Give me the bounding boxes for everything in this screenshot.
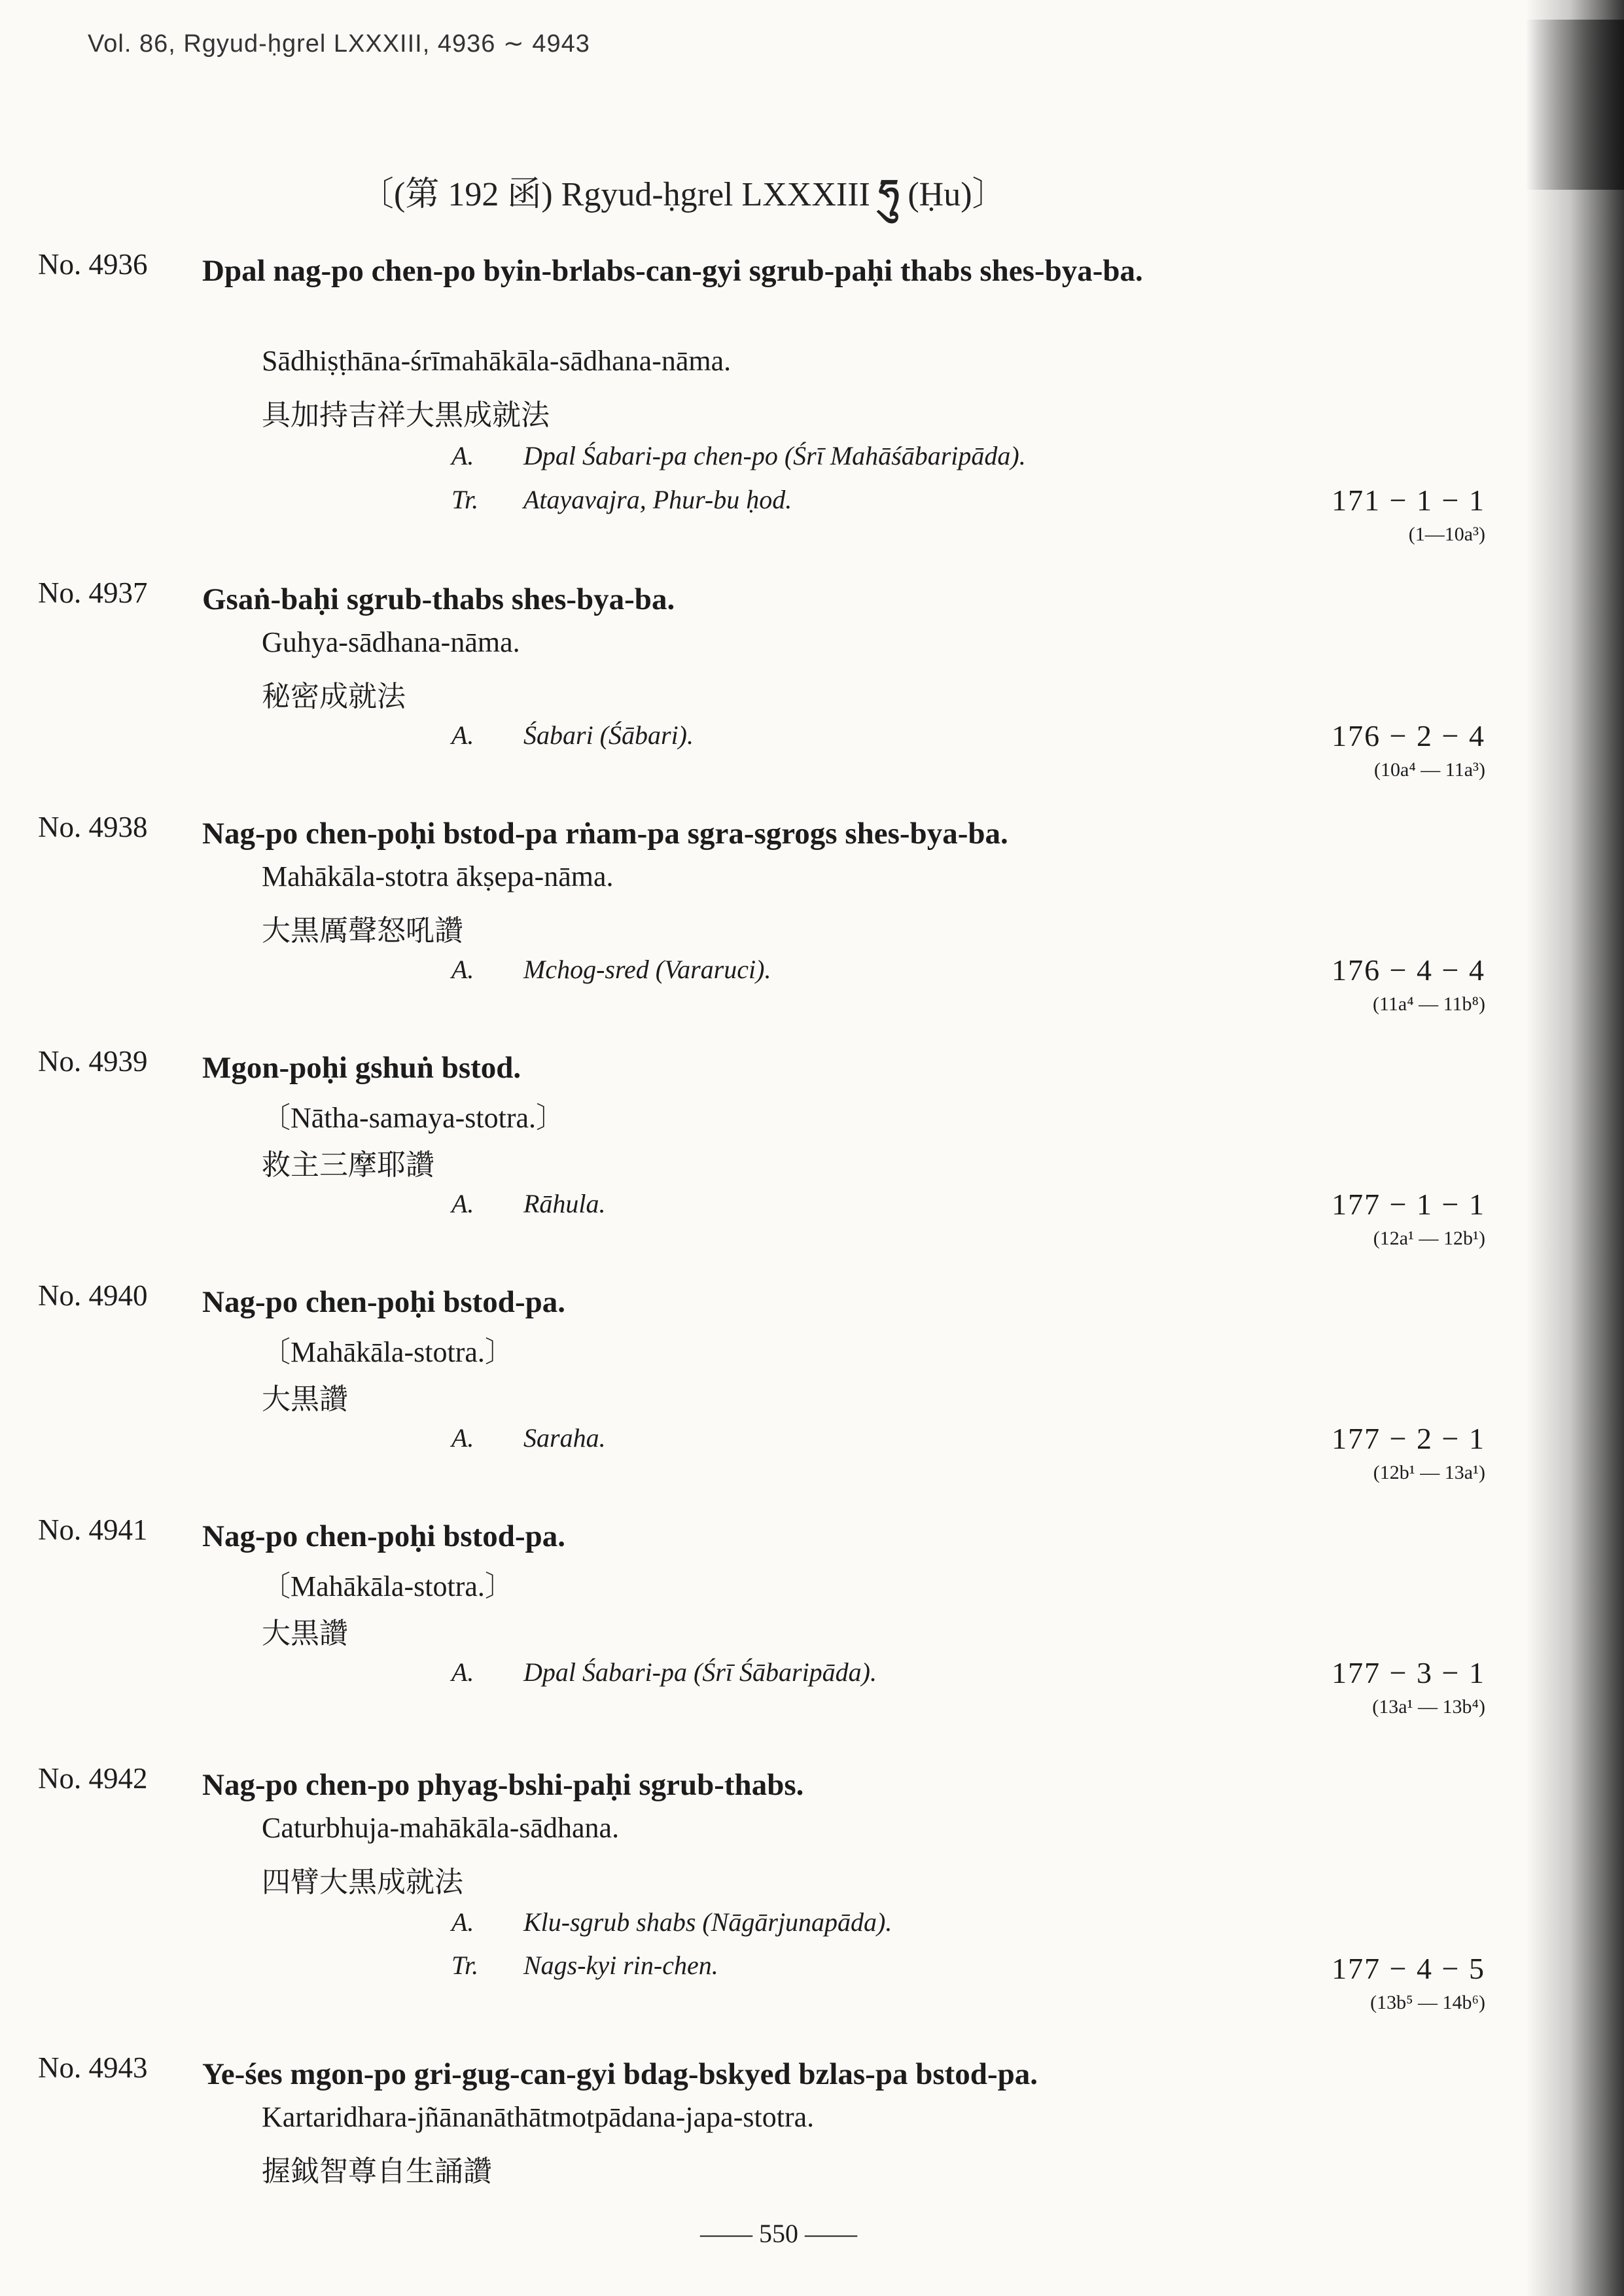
author-name: Klu-sgrub shabs (Nāgārjunapāda). <box>523 1907 892 1937</box>
entry-chinese-title: 秘密成就法 <box>262 680 406 713</box>
translator-label: Tr. <box>451 1951 479 1980</box>
author-name: Mchog-sred (Vararuci). <box>523 955 771 984</box>
entry-chinese-title: 握鉞智尊自生誦讚 <box>262 2155 492 2188</box>
entry-sanskrit-title: 〔Mahākāla-stotra.〕 <box>262 1336 514 1368</box>
entry-chinese-title: 大黒讚 <box>262 1383 348 1416</box>
page-reference: 171 − 1 − 1 <box>1332 484 1485 517</box>
entry-title: Gsaṅ-baḥi sgrub-thabs shes-bya-ba. <box>202 582 675 616</box>
section-heading-glyph: ཧུ <box>878 173 900 214</box>
entry-number: No. 4943 <box>38 2051 148 2084</box>
page-number: —— 550 —— <box>700 2219 857 2248</box>
entry-title: Nag-po chen-poḥi bstod-pa rṅam-pa sgra-sgrogs shes-bya-ba. <box>202 817 1008 851</box>
folio-range: (11a⁴ — 11b⁸) <box>1373 993 1485 1015</box>
entry-title: Dpal nag-po chen-po byin-brlabs-can-gyi sgrub-paḥi thabs shes-bya-ba. <box>202 254 1143 288</box>
entry-title: Mgon-poḥi gshuṅ bstod. <box>202 1051 521 1085</box>
page-reference: 177 − 2 − 1 <box>1332 1422 1485 1455</box>
page-reference: 176 − 2 − 4 <box>1332 719 1485 752</box>
section-heading <box>360 152 1006 255</box>
entry-number: No. 4940 <box>38 1279 148 1312</box>
entry-number: No. 4938 <box>38 811 148 843</box>
running-head: Vol. 86, Rgyud-ḥgrel LXXXIII, 4936 ∼ 4943 <box>88 30 590 58</box>
entry-chinese-title: 大黒厲聲怒吼讚 <box>262 914 463 947</box>
entry-chinese-title: 救主三摩耶讚 <box>262 1148 434 1182</box>
entry-number: No. 4942 <box>38 1762 148 1795</box>
page-reference: 177 − 1 − 1 <box>1332 1188 1485 1221</box>
entry-title: Nag-po chen-poḥi bstod-pa. <box>202 1519 565 1553</box>
author-name: Dpal Śabari-pa (Śrī Śābaripāda). <box>523 1657 877 1687</box>
page-reference: 177 − 3 − 1 <box>1332 1656 1485 1689</box>
author-label: A. <box>451 441 474 470</box>
entry-sanskrit-title: 〔Mahākāla-stotra.〕 <box>262 1570 514 1602</box>
entry-title: Ye-śes mgon-po gri-gug-can-gyi bdag-bskyed bzlas-pa bstod-pa. <box>202 2057 1038 2091</box>
section-heading-prefix: 〔(第 192 函) Rgyud-ḥgrel LXXXIII <box>360 176 879 213</box>
folio-range: (1—10a³) <box>1408 523 1485 545</box>
entry-sanskrit-title: Sādhiṣṭhāna-śrīmahākāla-sādhana-nāma. <box>262 345 732 377</box>
entry-chinese-title: 具加持吉祥大黒成就法 <box>262 398 550 432</box>
author-label: A. <box>451 1657 474 1687</box>
author-name: Saraha. <box>523 1423 606 1453</box>
author-label: A. <box>451 1423 474 1453</box>
entry-title: Nag-po chen-poḥi bstod-pa. <box>202 1285 565 1319</box>
page-reference: 176 − 4 − 4 <box>1332 953 1485 987</box>
author-name: Rāhula. <box>523 1189 606 1218</box>
folio-range: (13b⁵ — 14b⁶) <box>1370 1992 1485 2013</box>
entry-chinese-title: 四臂大黒成就法 <box>262 1865 463 1899</box>
folio-range: (13a¹ — 13b⁴) <box>1372 1696 1485 1718</box>
page-edge-shadow <box>1526 0 1624 2296</box>
translator-name: Nags-kyi rin-chen. <box>523 1951 718 1980</box>
entry-number: No. 4939 <box>38 1045 148 1078</box>
entry-number: No. 4941 <box>38 1513 148 1546</box>
author-label: A. <box>451 1907 474 1937</box>
translator-label: Tr. <box>451 485 479 514</box>
entry-chinese-title: 大黒讚 <box>262 1617 348 1650</box>
entry-sanskrit-title: Kartaridhara-jñānanāthātmotpādana-japa-stotra. <box>262 2101 815 2133</box>
page-reference: 177 − 4 − 5 <box>1332 1952 1485 1985</box>
section-heading-suffix: (Ḥu)〕 <box>899 176 1006 213</box>
entry-title: Nag-po chen-po phyag-bshi-paḥi sgrub-thabs. <box>202 1768 804 1802</box>
translator-name: Atayavajra, Phur-bu ḥod. <box>523 485 792 514</box>
folio-range: (12b¹ — 13a¹) <box>1373 1462 1485 1483</box>
author-label: A. <box>451 955 474 984</box>
entry-number: No. 4936 <box>38 248 148 281</box>
entry-sanskrit-title: Caturbhuja-mahākāla-sādhana. <box>262 1812 620 1844</box>
folio-range: (12a¹ — 12b¹) <box>1373 1227 1485 1249</box>
entry-sanskrit-title: Mahākāla-stotra ākṣepa-nāma. <box>262 860 614 892</box>
author-name: Dpal Śabari-pa chen-po (Śrī Mahāśābaripāda). <box>523 441 1026 470</box>
author-label: A. <box>451 720 474 750</box>
entry-sanskrit-title: Guhya-sādhana-nāma. <box>262 626 520 658</box>
author-name: Śabari (Śābari). <box>523 720 694 750</box>
page-edge-shadow-top <box>1526 20 1624 190</box>
author-label: A. <box>451 1189 474 1218</box>
entry-number: No. 4937 <box>38 576 148 609</box>
entry-sanskrit-title: 〔Nātha-samaya-stotra.〕 <box>262 1102 565 1134</box>
folio-range: (10a⁴ — 11a³) <box>1374 759 1485 781</box>
